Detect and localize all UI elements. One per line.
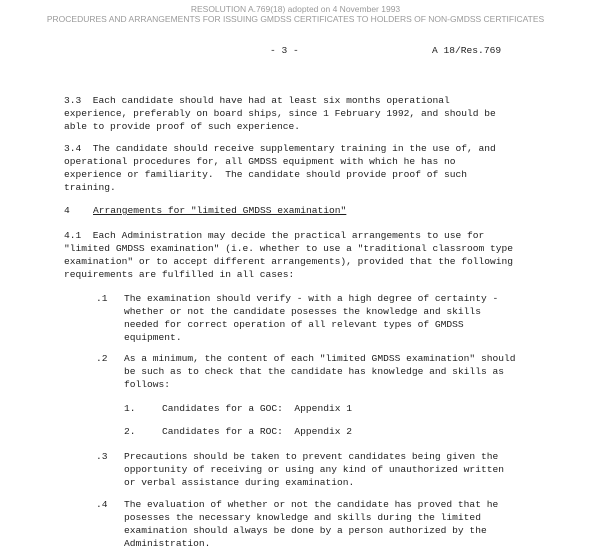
appendix-item-text: Candidates for a ROC: Appendix 2 bbox=[162, 426, 352, 437]
resolution-reference: A 18/Res.769 bbox=[432, 45, 502, 56]
list-item-text: Precautions should be taken to prevent candidates being given the opportunity of receiving or using any kind of unauthorized written or verbal assistance during examination. bbox=[124, 451, 504, 488]
list-item-number: .4 bbox=[96, 499, 108, 510]
paragraph-3-3: 3.3 Each candidate should have had at least six months operational experience, preferably on board ships, since 1 February 1992, and should be able to provide proof of such experience. bbox=[64, 95, 496, 132]
appendix-item-text: Candidates for a GOC: Appendix 1 bbox=[162, 403, 352, 414]
section-4-title: Arrangements for "limited GMDSS examination" bbox=[93, 205, 347, 216]
list-item-number: .3 bbox=[96, 451, 108, 462]
resolution-header: RESOLUTION A.769(18) adopted on 4 November 1993 bbox=[190, 4, 401, 14]
paragraph-3-4: 3.4 The candidate should receive supplementary training in the use of, and operational procedures for, all GMDSS equipment with which he has no experience or familiarity. The candidate should provide proof of such training. bbox=[64, 143, 496, 193]
page-number: - 3 - bbox=[270, 45, 299, 56]
section-4-number: 4 bbox=[64, 205, 70, 216]
paragraph-4-1: 4.1 Each Administration may decide the practical arrangements to use for "limited GMDSS examination" (i.e. whether to use a "traditional classroom type examination" or to accept different arrangements), provided that the following requirements are fulfilled in all cases: bbox=[64, 230, 514, 280]
list-item-number: .1 bbox=[96, 293, 108, 304]
appendix-item-number: 1. bbox=[124, 403, 136, 414]
appendix-item-number: 2. bbox=[124, 426, 136, 437]
list-item-number: .2 bbox=[96, 353, 108, 364]
document-title-header: PROCEDURES AND ARRANGEMENTS FOR ISSUING GMDSS CERTIFICATES TO HOLDERS OF NON-GMDSS CERTIFICATES bbox=[46, 14, 545, 24]
list-item-text: As a minimum, the content of each "limited GMDSS examination" should be such as to check that the candidate has knowledge and skills as follows: bbox=[124, 353, 516, 390]
list-item-text: The examination should verify - with a high degree of certainty - whether or not the candidate posesses the knowledge and skills needed for correct operation of all relevant types of GMDSS equipment. bbox=[124, 293, 499, 343]
list-item-text: The evaluation of whether or not the candidate has proved that he posesses the necessary knowledge and skills during the limited examination should always be done by a person authorized by the Administration. bbox=[124, 499, 499, 549]
